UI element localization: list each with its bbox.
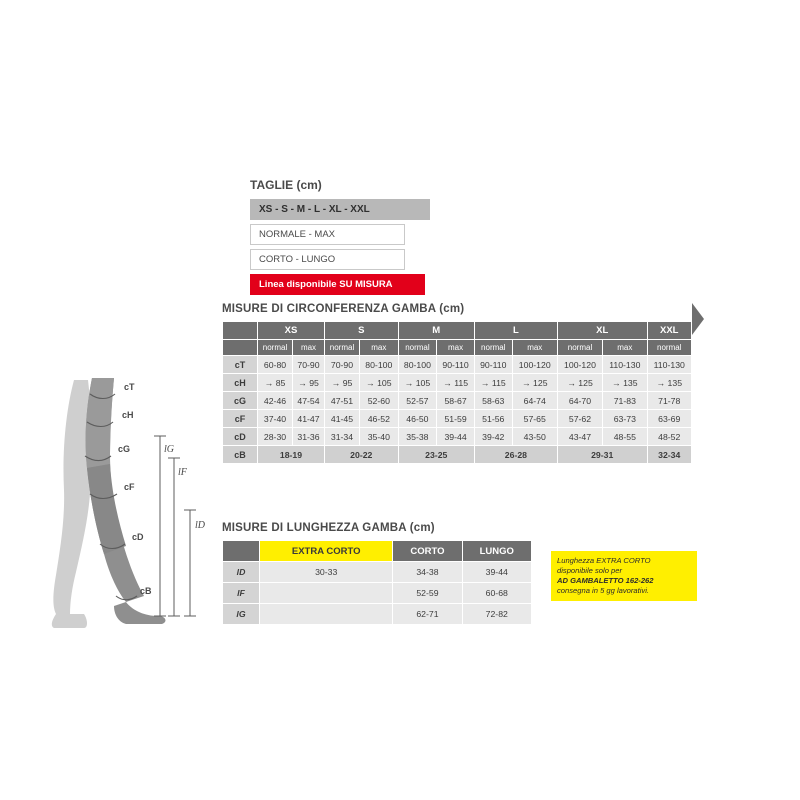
header-corto: CORTO [393,541,462,562]
svg-text:cF: cF [124,482,135,492]
cell: 41-47 [293,410,325,428]
table-row [223,356,692,374]
table-row [223,583,532,604]
sub-xxl-normal: normal [647,340,692,356]
cell: 60-80 [258,356,293,374]
cell: 46-50 [398,410,437,428]
cell: 63-73 [603,410,647,428]
cell: 80-100 [360,356,399,374]
row-label-cb: cB [223,446,258,464]
svg-text:lG: lG [164,444,174,455]
row-label-lf: lF [223,583,260,604]
cell: 70-90 [324,356,359,374]
taglie-sizes-bar: XS - S - M - L - XL - XXL [250,199,430,220]
cell: 100-120 [557,356,602,374]
header-l: L [474,322,557,340]
taglie-corto-lungo: CORTO - LUNGO [250,249,405,270]
cell: 60-68 [462,583,531,604]
circonferenza-section [222,303,692,464]
cell [260,583,393,604]
cell: 64-70 [557,392,602,410]
taglie-title: TAGLIE (cm) [250,178,322,192]
cell: 70-90 [293,356,325,374]
table-header-row [223,322,692,340]
cell: 34-38 [393,562,462,583]
cell: 57-65 [512,410,557,428]
header-lungo: LUNGO [462,541,531,562]
cell: 41-45 [324,410,359,428]
row-label-ch: cH [223,374,258,392]
cell: 31-36 [293,428,325,446]
svg-text:cG: cG [118,444,131,454]
header-xs: XS [258,322,325,340]
cell: 31-34 [324,428,359,446]
row-label-ct: cT [223,356,258,374]
table-subheader-row [223,340,692,356]
cell: 42-46 [258,392,293,410]
cell: 48-55 [603,428,647,446]
header-extra-corto: EXTRA CORTO [260,541,393,562]
cell: 39-44 [462,562,531,583]
cell: 51-59 [437,410,475,428]
header-xxl: XXL [647,322,692,340]
circonferenza-title: MISURE DI CIRCONFERENZA GAMBA (cm) [222,303,465,315]
cell: 100-120 [512,356,557,374]
cell: 58-67 [437,392,475,410]
cell: 51-56 [474,410,512,428]
table-row [223,374,692,392]
sub-l-normal: normal [474,340,512,356]
cell: 43-50 [512,428,557,446]
cell: 63-69 [647,410,692,428]
cell: 35-38 [398,428,437,446]
note-line-3: AD GAMBALETTO 162-262 [557,576,654,586]
cell: 72-82 [462,604,531,625]
sub-s-normal: normal [324,340,359,356]
cell: 39-42 [474,428,512,446]
cell: 90-110 [437,356,475,374]
corner-cell [223,541,260,562]
cell: 58-63 [474,392,512,410]
note-line-1: Lunghezza EXTRA CORTO [557,556,651,565]
svg-text:lD: lD [195,520,205,531]
circonferenza-table [222,321,692,464]
cell: 52-57 [398,392,437,410]
note-line-4: consegna in 5 gg lavorativi. [557,586,650,596]
svg-text:cT: cT [124,382,135,392]
table-row [223,604,532,625]
lunghezza-title: MISURE DI LUNGHEZZA GAMBA (cm) [222,522,435,534]
cell: → 115 [474,374,512,392]
cell: 110-130 [647,356,692,374]
sub-l-max: max [512,340,557,356]
cell: 47-54 [293,392,325,410]
row-label-lg: lG [223,604,260,625]
cell: 110-130 [603,356,647,374]
taglie-normale-max: NORMALE - MAX [250,224,405,245]
cell: 57-62 [557,410,602,428]
cell: 43-47 [557,428,602,446]
cell: 30-33 [260,562,393,583]
table-row [223,392,692,410]
cell: 35-40 [360,428,399,446]
cell: 29-31 [557,446,647,464]
taglie-su-misura: Linea disponibile SU MISURA [250,274,425,295]
row-label-cd: cD [223,428,258,446]
cell: 20-22 [324,446,398,464]
table-row [223,446,692,464]
svg-text:cH: cH [122,410,134,420]
svg-text:cB: cB [140,586,152,596]
cell: 71-83 [603,392,647,410]
corner-cell [223,322,258,340]
cell: → 85 [258,374,293,392]
cell: 18-19 [258,446,325,464]
table-row [223,428,692,446]
cell: → 135 [647,374,692,392]
row-label-ld: lD [223,562,260,583]
lunghezza-table [222,540,532,625]
cell: 52-60 [360,392,399,410]
row-label-cg: cG [223,392,258,410]
lunghezza-section [222,522,532,625]
cell: 48-52 [647,428,692,446]
cell: → 105 [398,374,437,392]
header-s: S [324,322,398,340]
cell: 39-44 [437,428,475,446]
leg-diagram [40,370,230,650]
cell: 47-51 [324,392,359,410]
header-m: M [398,322,474,340]
sub-xl-normal: normal [557,340,602,356]
header-arrow-decoration [692,303,704,335]
extra-corto-note [551,551,697,601]
svg-text:lF: lF [178,467,187,478]
cell: 32-34 [647,446,692,464]
cell [260,604,393,625]
sub-m-max: max [437,340,475,356]
cell: 46-52 [360,410,399,428]
header-xl: XL [557,322,647,340]
cell: 28-30 [258,428,293,446]
table-row [223,562,532,583]
taglie-block [250,178,510,299]
cell: → 135 [603,374,647,392]
cell: 26-28 [474,446,557,464]
cell: 23-25 [398,446,474,464]
sub-m-normal: normal [398,340,437,356]
row-label-cf: cF [223,410,258,428]
sub-xs-normal: normal [258,340,293,356]
table-row [223,410,692,428]
sub-xl-max: max [603,340,647,356]
table-header-row [223,541,532,562]
cell: 80-100 [398,356,437,374]
note-line-2: disponibile solo per [557,566,623,576]
cell: → 95 [324,374,359,392]
cell: → 125 [557,374,602,392]
cell: 90-110 [474,356,512,374]
svg-text:cD: cD [132,532,144,542]
corner-cell-2 [223,340,258,356]
cell: 52-59 [393,583,462,604]
cell: 71-78 [647,392,692,410]
cell: 64-74 [512,392,557,410]
cell: → 95 [293,374,325,392]
sub-s-max: max [360,340,399,356]
cell: → 105 [360,374,399,392]
cell: → 125 [512,374,557,392]
cell: 62-71 [393,604,462,625]
sub-xs-max: max [293,340,325,356]
cell: 37-40 [258,410,293,428]
cell: → 115 [437,374,475,392]
